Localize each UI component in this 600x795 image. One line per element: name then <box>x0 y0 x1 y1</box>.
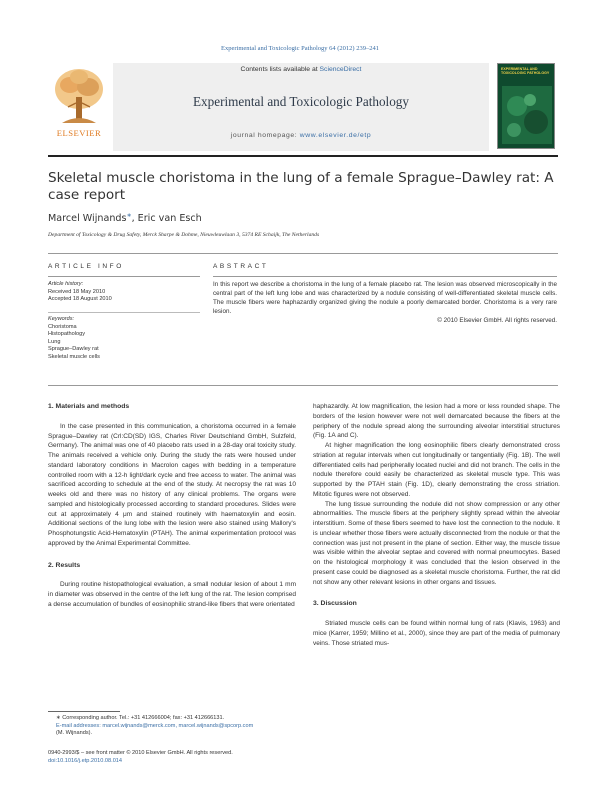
divider <box>213 276 557 277</box>
homepage-prefix: journal homepage: <box>230 132 300 139</box>
paragraph: In the case presented in this communication, a choristoma occurred in a female Sprague–Dawley rat (Crl:CD(SD) IGS, Charles River Deutschland GmbH, Sulzfeld, Germany). The animal was one of 40 placebo rats used in a 28-day oral toxicity study. The animals received a vehicle only. During the study the rats were housed under standard laboratory conditions in Macrolon cages with bedding in a temperature controlled room with a 12-h light/dark cycle and free access to water. The animal was sacrificed according to schedule at the end of the study. At necropsy the rat was 10 weeks old and there was no history of any clinical problems. The organs were sampled and histologically processed according to standard procedures. Slides were cut at approximately 4 μm and stained routinely with haematoxylin and eosin. Additional sections of the lung lobe with the lesion were also stained using Mallory's Phosphotungstic Acid-Hematoxylin (PTAH). The animal experimentation protocol was approved by the Animal Experimental Committee. <box>48 422 296 547</box>
received-date: Received 18 May 2010 <box>48 288 106 295</box>
doi-link[interactable]: doi:10.1016/j.etp.2010.08.014 <box>48 757 123 764</box>
paragraph: Striated muscle cells can be found within normal lung of rats (Klavis, 1963) and mice (Karrer, 1959; Millino et al., 2000), since they are part of the media of pulmonary veins. Those striated mus- <box>313 620 560 647</box>
author-list <box>48 212 202 224</box>
footnote-rule <box>48 711 120 712</box>
journal-cover-thumbnail[interactable] <box>497 63 555 149</box>
divider <box>48 385 558 386</box>
cover-image <box>502 86 552 144</box>
header-rule <box>48 155 558 157</box>
right-column <box>313 402 560 648</box>
issn-line: 0940-2993/$ – see front matter © 2010 Elsevier GmbH. All rights reserved. <box>48 750 233 756</box>
front-matter <box>48 750 298 765</box>
journal-citation[interactable]: Experimental and Toxicologic Pathology 64 (2012) 239–241 <box>221 45 379 52</box>
cover-title: EXPERIMENTAL AND TOXICOLOGIC PATHOLOGY <box>501 67 550 76</box>
sciencedirect-link[interactable]: ScienceDirect <box>319 66 362 73</box>
email-owner: (M. Wijnands). <box>56 730 93 737</box>
abstract-copyright: © 2010 Elsevier GmbH. All rights reserved. <box>437 317 557 324</box>
left-column <box>48 402 296 610</box>
keyword: Sprague–Dawley rat <box>48 346 99 353</box>
keyword: Choristoma <box>48 323 77 330</box>
article-info-heading: ARTICLE INFO <box>48 263 124 270</box>
article-history <box>48 281 200 304</box>
accepted-date: Accepted 18 August 2010 <box>48 296 112 303</box>
abstract-heading: ABSTRACT <box>213 263 269 270</box>
section-heading: 1. Materials and methods <box>48 403 130 410</box>
contents-prefix: Contents lists available at <box>240 66 320 73</box>
divider <box>48 253 558 254</box>
section-heading: 2. Results <box>48 561 81 569</box>
author-name[interactable]: Marcel Wijnands <box>48 213 127 225</box>
affiliation: Department of Toxicology & Drug Safety, Merck Sharpe & Dohme, Nieuwleuwlaan 3, 5374 RE Schaijk, The Netherlands <box>48 232 320 238</box>
keywords-label: Keywords: <box>48 316 75 322</box>
keywords <box>48 316 200 362</box>
email-addresses[interactable]: E-mail addresses: marcel.wijnands@merck.com, marcel.wijnands@spcorp.com <box>56 722 254 729</box>
article-title: Skeletal muscle choristoma in the lung of a female Sprague–Dawley rat: A case report <box>48 170 554 203</box>
corresponding-author-mark[interactable]: ∗ <box>126 212 132 219</box>
history-label: Article history: <box>48 281 84 287</box>
elsevier-tree-logo <box>48 63 110 129</box>
keyword: Skeletal muscle cells <box>48 353 100 360</box>
journal-title: Experimental and Toxicologic Pathology <box>192 94 409 109</box>
journal-homepage <box>113 132 489 139</box>
section-heading: 3. Discussion <box>313 600 357 608</box>
divider <box>48 276 200 277</box>
author-name: , Eric van Esch <box>131 213 202 225</box>
paragraph: The lung tissue surrounding the nodule did not show compression or any other abnormalities. The muscle fibers at the periphery slightly spread within the alveolar interstitium. Some of these fibers seemed to have lost the connection to the nodule. It is unclear whether those fibers were actually disconnected from the nodule or that the connection was just not present in the plane of section. Either way, the muscle tissue was visible within the alveolar septae and covered with normal pneumocytes. Based on the histological morphology it was concluded that the lesion observed in the present case could be diagnosed as a skeletal muscle choristoma. Further, the rat did not show any other relevant lesions in other organs and tissues. <box>313 500 560 586</box>
divider <box>48 312 200 313</box>
contents-line <box>113 66 489 73</box>
publisher-name: ELSEVIER <box>56 128 102 138</box>
footnotes <box>56 715 296 738</box>
keyword: Histopathology <box>48 331 86 338</box>
corresponding-author-note: ∗ Corresponding author. Tel.: +31 412666004; fax: +31 412666131. <box>56 715 225 721</box>
keyword: Lung <box>48 338 61 345</box>
abstract-text: In this report we describe a choristoma in the lung of a female placebo rat. The lesion was observed microscopically in the central part of the left lung lobe and was characterized by a nodule consisting of well-differentiated skeletal muscle cells. The muscle fibers were haphazardly organized giving the nodule a poorly demarcated border. Choristoma is a very rare lesion. <box>213 281 557 315</box>
paragraph: At higher magnification the long eosinophilic fibers clearly demonstrated cross striation at regular intervals when cut longitudinally or tangentially (Fig. 1B). The well differentiated cells had peripherally located nuclei and did not branch. The cells in the nodule therefore could easily be characterized as skeletal muscle type. This was supported by the PTAH stain (Fig. 1D), clearly demonstrating the cross striation. Mitotic figures were not observed. <box>313 442 560 498</box>
abstract <box>213 280 557 325</box>
paragraph: haphazardly. At low magnification, the lesion had a more or less rounded shape. The borders of the lesion however were not well demarcated because the fibers at the periphery of the nodule spread along the surrounding alveolar interstitial structures (Fig. 1A and C). <box>313 403 560 440</box>
homepage-link[interactable]: www.elsevier.de/etp <box>299 132 372 139</box>
paragraph: During routine histopathological evaluation, a small nodular lesion of about 1 mm in diameter was observed in the centre of the left lung of the rat. The lesion comprised a dense accumulation of bundles of eosinophilic strand-like fibers that were orientated <box>48 581 296 608</box>
